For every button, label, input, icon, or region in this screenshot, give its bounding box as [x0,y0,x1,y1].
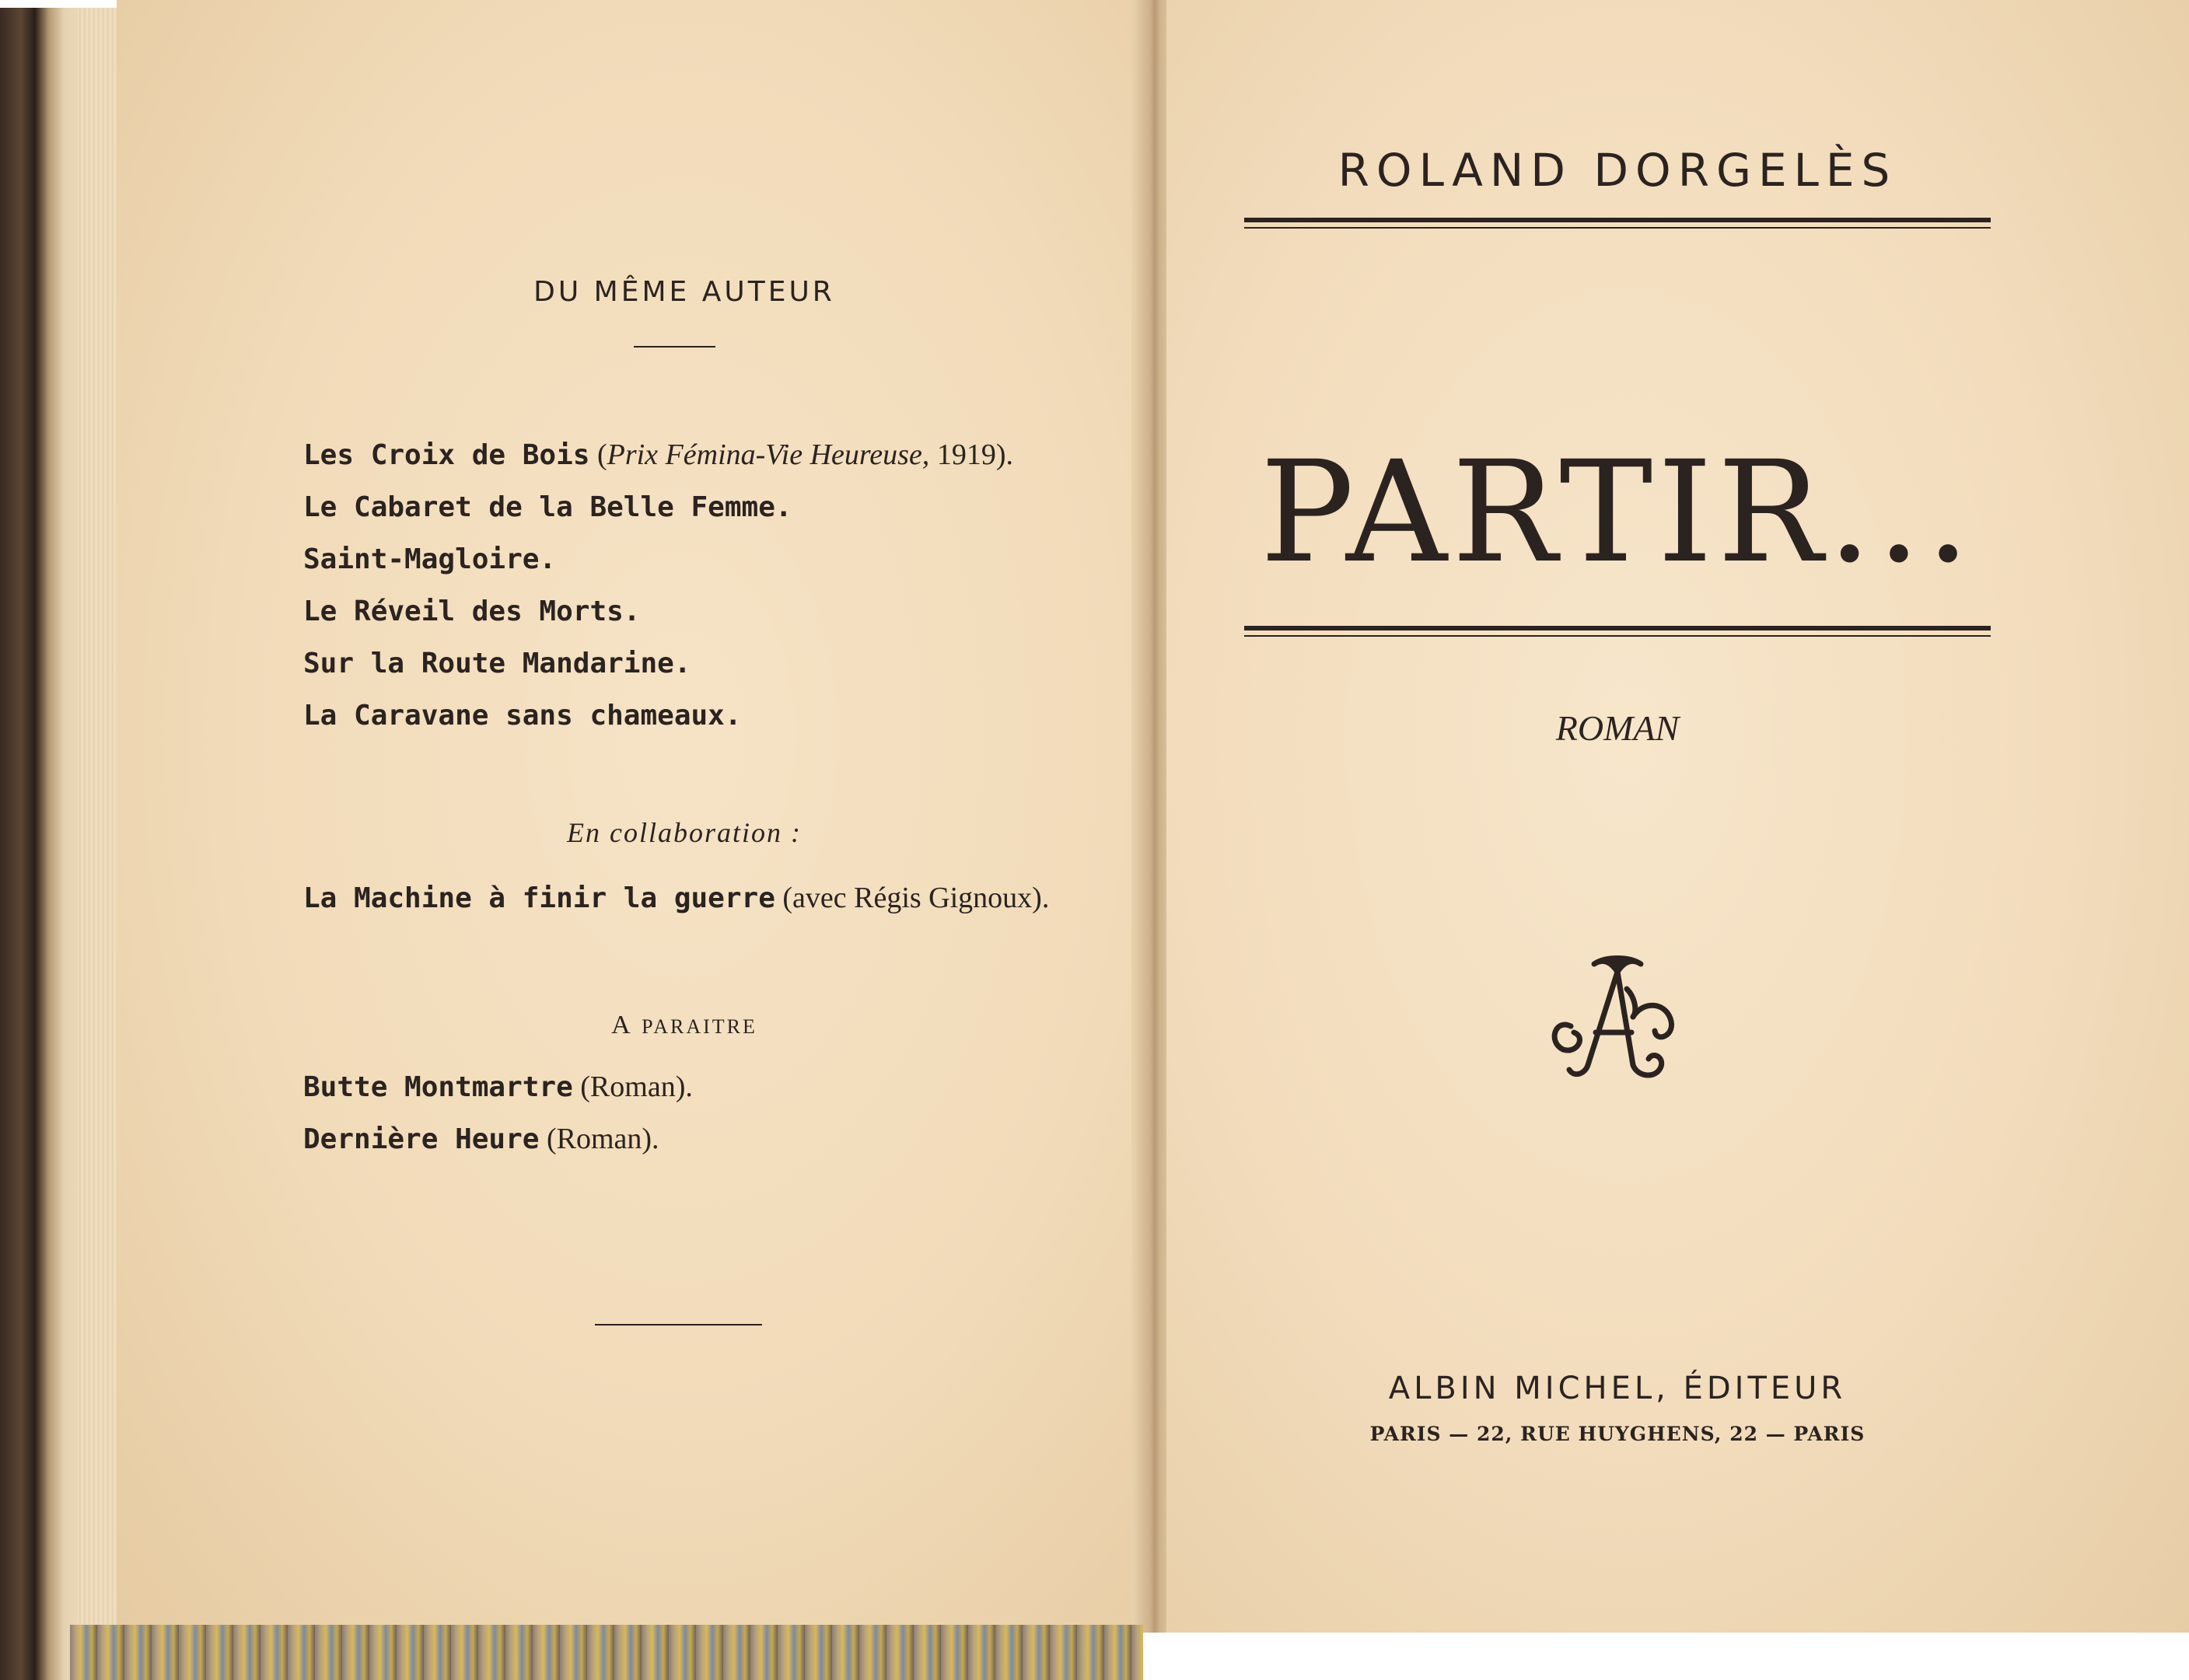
book-title: PARTIR... [1260,431,1975,594]
forthcoming-heading: A PARAITRE [611,1011,757,1039]
heading-rule [634,346,715,348]
work-note: (Prix Fémina-Vie Heureuse, 1919). [589,438,1013,471]
list-item [303,429,1112,481]
forthcoming-list [303,1061,1081,1165]
work-title: Les Croix de Bois [303,439,590,471]
author-rule [1244,218,1991,230]
list-item [303,533,1112,585]
collaboration-heading: En collaboration : [567,817,802,848]
collaboration-list [303,872,1128,924]
closing-rule [595,1324,762,1325]
work-note: (avec Régis Gignoux). [775,882,1050,914]
work-note: (Roman). [572,1071,693,1103]
work-title: Saint-Magloire. [303,543,557,575]
list-item [303,690,1112,742]
works-list [303,429,1112,742]
title-rule [1244,626,1991,638]
list-item [303,637,1112,690]
page-block-bottom-edge [70,1625,1143,1680]
publisher-address: PARIS — 22, RUE HUYGHENS, 22 — PARIS [1369,1423,1866,1445]
author-name: ROLAND DORGELÈS [1338,144,1897,197]
publisher-monogram-icon [1540,941,1695,1096]
list-item [303,872,1128,924]
list-item [303,1061,1081,1113]
work-note: (Roman). [539,1123,659,1155]
work-title: Le Réveil des Morts. [303,596,641,627]
publisher-name: ALBIN MICHEL, ÉDITEUR [1388,1371,1847,1406]
other-works-heading: DU MÊME AUTEUR [533,276,835,308]
background-strip [1143,1633,2189,1680]
list-item [303,1113,1081,1165]
list-item [303,585,1112,637]
work-title: La Machine à finir la guerre [303,882,775,914]
work-title: Sur la Route Mandarine. [303,648,691,679]
list-item [303,481,1112,533]
genre-label: ROMAN [1555,708,1680,748]
work-title: Le Cabaret de la Belle Femme. [303,491,792,523]
work-title: La Caravane sans chameaux. [303,700,742,732]
left-page [117,0,1143,1629]
work-title: Dernière Heure [303,1123,540,1155]
work-title: Butte Montmartre [303,1071,573,1103]
